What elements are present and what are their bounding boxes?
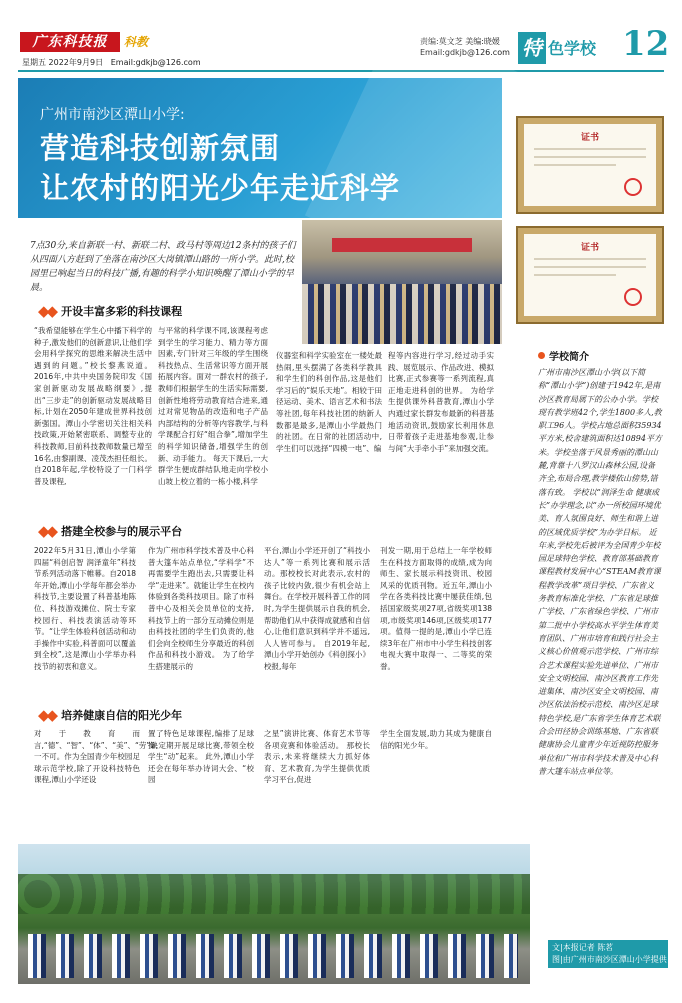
article-column: 刊发一期,用于总结上一年学校师生在科技方面取得的成绩,成为向师生、家长展示科技资讯、校园风采的优质刊物。近五年,潭山小学在各类科技比赛中屡获佳绩,包括国家级奖项27项,省级奖项138项,市级奖项146项,区级奖项177项。值得一提的是,潭山小学已连续3年在广州市中小学生科技创客电视大赛中取得一、二等奖的荣誉。	[380, 546, 492, 671]
certificate-paper	[524, 234, 656, 316]
section-title: 培养健康自信的阳光少年	[61, 709, 183, 722]
seal-icon	[624, 178, 642, 196]
article-column: 仪器室和科学实验室在一楼处最热闹,里头摆满了各类科学教具和学生们的科创作品,这是他们学习后的“娱乐天地”。相较于田径运动、美术、语言艺术和书法等社团,每年科技社团的纳新人数都是最多,是潭山小学最热门的社团。在日常的社团活动中,学生们可以选择“四模一电”、编	[276, 351, 382, 453]
bullet-icon	[538, 352, 545, 359]
quote-mark-icon: ◆◆	[38, 706, 56, 724]
profile-heading	[538, 348, 589, 363]
certificate-title: 证书	[580, 133, 599, 143]
email-left: Email:gdkjb@126.com	[110, 58, 201, 67]
section-heading-1	[38, 302, 182, 320]
badge-label: 色学校	[548, 39, 597, 58]
campus-football-photo	[18, 844, 530, 984]
editors-line: 责编:莫文芝 美编:晓媛	[420, 37, 500, 46]
seal-icon	[624, 288, 642, 306]
section-badge	[518, 30, 614, 66]
certificate-text-line	[534, 156, 646, 158]
article-column: 平台,潭山小学还开创了“科技小达人”等一系列比赛和展示活动。那校校长对此表示,农村的孩子比较内敛,很少有机会站上舞台。在学校开展科普工作的同时,为学生提供展示自我的机会,帮助他们从中获得成就感和自信心,让他们意识到科学并不遥远,人人皆可参与。 自2019年起,潭山小学开始创办《科创探小》校报,每年	[264, 546, 370, 671]
credit-photo: 图|由广州市南沙区潭山小学提供	[552, 955, 667, 964]
header-rule	[18, 70, 664, 72]
article-column: 学生全面发展,助力其成为健康自信的阳光少年。	[380, 729, 492, 750]
badge-char: 特	[518, 32, 546, 64]
article-column: 置了特色足球课程,编排了足球操,定期开展足球比赛,带领全校学生“动”起来。 此外,潭山小学还会在每年举办诗词大会、“校园	[148, 729, 254, 785]
article-column: “我希望能够在学生心中播下科学的种子,激发他们的创新意识,让他们学会用科学探究的思维来解决生活中遇到的问题。”校长黎燕说道。 2016年,中共中央国务院印发《国家创新驱动发展战略纲要》,提出“三步走”的创新驱动发展战略目标,计划在2050年建成世界科技创新强国。潭山小学密切关注相关科技政策,开始紧密联系、调整专业的科技教师,目前科技教师数量已增至16名,由黎副课、凌茂杰担任组长。自2018年起,学校特设了一门科学普及课程,	[34, 326, 152, 486]
profile-text: 广州市南沙区潭山小学(以下简称“潭山小学”)创建于1942年,是南沙区教育局属下的公办小学。学校现有教学班42个,学生1800多人,教职工96人。学校占地总面积35934平方米,校舍建筑面积达10894平方米。学校坐落于风景秀丽的潭山山麓,背靠十八罗汉山森林公园,设备齐全,布局合理,教学楼依山傍势,错落有致。 学校以“润泽生命 健康成长”办学理念,以“办一所校园环境优美、育人氛围良好、师生和谐上进的区域优质学校”为办学目标。 近年来,学校先后被评为全国青少年校园足球特色学校、教育部基础教育课程教材发展中心“STEAM教育课程教学改革”项目学校、广东省义务教育标准化学校、广东省足球推广学校、广东省绿色学校、广州市第二批中小学校高水平学生体育美育团队、广州市培育和践行社会主义核心价值观示范学校、广州市综合艺术课程实验先进单位、广州市安全文明校园、南沙区教育工作先进集体、南沙区安全文明校园、南沙区依法治校示范校、南沙区足球特色学校,是广东省学生体育艺术联合会田径协会训练基地、广东省联健康协会儿童青少年近视防控服务单位和广州市科学技术普及中心科普大篷车站点单位等。	[538, 368, 662, 776]
certificate-text-line	[534, 266, 646, 268]
article-column: 2022年5月31日,潭山小学第四届“科创启智 润泽童年”科技节系列活动落下帷幕。自2018年开始,潭山小学每年都会举办科技节,主要设置了科普基地陈位、科技游戏摊位、院士专家校园行、科技表演活动等环节。“让学生体验科创活动和动手操作中实验,科普面可以覆盖到全校”,这是潭山小学举办科技节的初衷和意义。	[34, 546, 136, 671]
certificate-text-line	[534, 258, 646, 260]
group-photo	[302, 220, 502, 344]
headline-line-1: 营造科技创新氛围	[40, 131, 281, 165]
photo-trees	[18, 874, 530, 914]
article-column: 之星”演讲比赛、体育艺术节等各项竞赛和体验活动。 那校长表示,未来将继续大力抓好体育、艺术教育,为学生提供优质学习平台,促进	[264, 729, 370, 785]
editors-email: Email:gdkjb@126.com	[420, 48, 510, 57]
logo-subtitle: 科教	[124, 35, 149, 49]
certificate-text-line	[534, 164, 616, 166]
certificate-paper	[524, 124, 656, 206]
issue-date: 星期五 2022年9月9日	[22, 58, 104, 67]
newspaper-logo: 广东科技报	[20, 32, 120, 52]
photo-credit	[548, 940, 668, 968]
section-heading-3	[38, 706, 182, 724]
headline-banner	[18, 78, 502, 218]
credit-author: 文|本报记者 陈茗	[552, 943, 614, 952]
headline-kicker: 广州市南沙区潭山小学:	[40, 107, 185, 123]
quote-mark-icon: ◆◆	[38, 522, 56, 540]
article-column: 作为广州市科学技术普及中心科普大篷车站点单位,“学科学”不再需要学生跑出去,只需要让科学“走进来”。就能让学生在校内体验到各类科技项目。除了市科普中心及相关会员单位的支持,科技节上的一部分互动摊位则是由科技社团的学生们负责的,他们会向全校师生分享最近的科创作品和科技小游戏。 为了给学生搭建展示的	[148, 546, 254, 671]
section-title: 开设丰富多彩的科技课程	[61, 305, 183, 318]
page-number: 12	[622, 24, 670, 64]
section-title: 搭建全校参与的展示平台	[61, 525, 183, 538]
quote-mark-icon: ◆◆	[38, 302, 56, 320]
headline-line-2: 让农村的阳光少年走近科学	[40, 171, 401, 205]
certificate-text-line	[534, 274, 616, 276]
section-heading-2	[38, 522, 182, 540]
certificate-photo-1	[516, 116, 664, 214]
photo-students	[302, 284, 502, 344]
article-column: 程等内容进行学习,经过动手实践、展览展示、作品改进、模拟比赛,正式参赛等一系列流程,真正地走进科创的世界。 为给学生提供课外科普教育,潭山小学内通过家长群发布最新的科普基地活动资讯,鼓励家长利用休息日带着孩子走进基地参观,让参与间“大手牵小手”来加强交流。	[388, 351, 494, 453]
article-column: 与平常的科学课不同,该课程考虑到学生的学习能力、精力等方面因素,专门针对三年级的学生围绕科技热点、生活常识等方面开展拓展内容。面对一群农村的孩子,教师们根据学生的生活实际需要,创新性地将劳动教育结合进来,通过对常见物品的改造和电子产品内部结构的分析等内容教学,与科学课配合打好“组合拳”,增加学生的科学知识储备,增强学生的创新、动手能力。 每天下课后,一大群学生便成群结队地走向学校小山坡上校立着的一栋小楼,科学	[158, 326, 268, 486]
issue-date-line	[22, 57, 201, 68]
certificate-photo-2	[516, 226, 664, 324]
school-profile-box	[530, 318, 667, 964]
article-column: 对于教育而言,“德”、“智”、“体”、“美”、“劳”缺一不可。作为全国青少年校园足球示范学校,除了开设科技特色课程,潭山小学还设	[34, 729, 158, 785]
profile-title: 学校简介	[549, 352, 589, 363]
intro-paragraph: 7点30分,来自新联一村、新联二村、政马村等周边12条村的孩子们从四面八方赶到了坐落在南沙区大岗镇潭山路的一所小学。此时,校园里已响起当日的科技广播,有趣的科学小知识唤醒了潭山小学的早晨。	[30, 241, 296, 293]
photo-students	[28, 934, 518, 978]
certificate-text-line	[534, 148, 646, 150]
certificate-title: 证书	[580, 243, 599, 253]
photo-banner	[332, 238, 472, 252]
